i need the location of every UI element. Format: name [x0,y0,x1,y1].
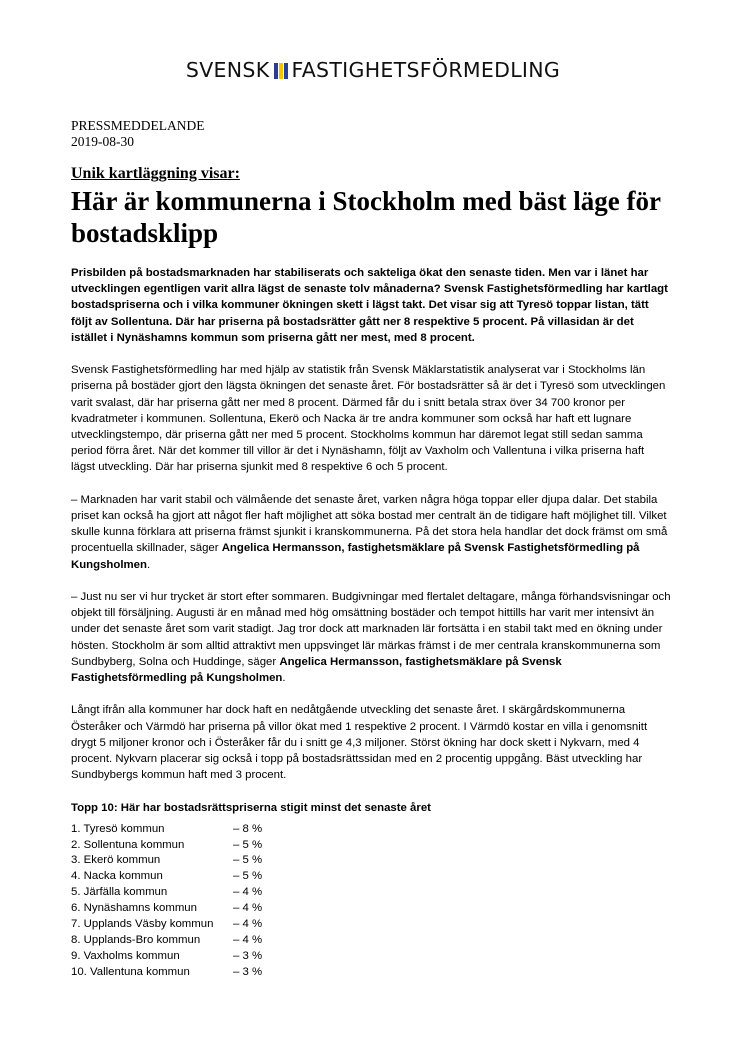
list-item [71,901,671,917]
list-item [71,853,671,869]
price-change: – 5 % [233,854,263,867]
quote-paragraph-1: – Marknaden har varit stabil och välmående det senaste året, varken några höga toppar eller djupa dalar. Det stabila priset kan också ha gjort att något fler haft möjlighet att söka bostad mer centralt än de tidigare haft möjlighet till. Vilket skulle kunna förklara att priserna främst sjunkit i kranskommunerna. På det stora hela handlar det dock främst om små procentuella skillnader, säger Angelica Hermansson, fastighetsmäklare på Svensk Fastighetsförmedling på Kungsholmen. [71,493,668,571]
price-change: – 3 % [233,949,263,962]
lead-paragraph: Prisbilden på bostadsmarknaden har stabiliserats och sakteliga ökat den senaste tiden. Men var i länet har utvecklingen egentligen varit allra lägst de senaste tolv månaderna? Svensk Fastighetsförmedling har kartlagt bostadspriserna och i vilka kommuner ökningen skett i lägst takt. Det visar sig att Tyresö toppar listan, tätt följt av Sollentuna. Där har priserna på bostadsrätter gått ner 8 respektive 5 procent. På villasidan är det istället i Nynäshamns kommun som priserna gått ner mest, med 8 procent. [71,267,668,344]
price-change: – 3 % [233,965,263,978]
list-item [71,949,671,965]
list-item [71,885,671,901]
list-item [71,965,671,981]
list-item [71,917,671,933]
municipality-name: 5. Järfälla kommun [71,886,168,899]
list-item [71,838,671,854]
price-change: – 4 % [233,933,263,946]
kicker: Unik kartläggning visar: [71,165,240,182]
municipality-name: 6. Nynäshamns kommun [71,902,197,915]
logo-stripe-yellow [279,63,283,79]
list-item [71,869,671,885]
list-item [71,822,671,838]
release-date: 2019-08-30 [71,134,134,149]
quote-2-text: – Just nu ser vi hur trycket är stort efter sommaren. Budgivningar med flertalet deltagare, många förhandsvisningar och objekt till försäljning. Augusti är en månad med hög omsättning bostäder och tempot hittills har varit mer intensivt än under det senaste året som varit stadigt. Jag tror dock att marknaden lär fortsätta i en stabil takt med en ökning under hösten. Stockholm är som alltid attraktivt men uppsvinget lär märkas främst i de mer centrala kranskommunerna som Sundbyberg, Solna och Huddinge, säger [71,591,671,668]
price-change: – 4 % [233,886,263,899]
price-change: – 5 % [233,870,263,883]
logo-text-left: SVENSK [185,58,270,82]
price-change: – 8 % [233,822,263,835]
list-item [71,933,671,949]
body-paragraph-4: Långt ifrån alla kommuner har dock haft en nedåtgående utveckling det senaste året. I skärgårdskommunerna Österåker och Värmdö har priserna på villor ökat med 1 respektive 2 procent. I Värmdö kostar en villa i genomsnitt drygt 5 miljoner kronor och i Österåker får du i snitt ge 4,3 miljoner. Störst ökning har dock skett i Nykvarn, med 4 procent. Nykvarn placerar sig också i topp på bostadsrättssidan med en 2 procentig uppgång. Bäst utveckling har Sundbybergs kommun haft med 3 procent. [71,704,648,782]
municipality-name: 10. Vallentuna kommun [71,965,190,978]
logo-stripes-icon [274,60,289,84]
municipality-name: 7. Upplands Väsby kommun [71,918,214,931]
municipality-name: 2. Sollentuna kommun [71,838,185,851]
price-change: – 5 % [233,838,263,851]
municipality-name: 1. Tyresö kommun [71,822,165,835]
press-release [71,118,671,981]
logo-stripe-blue-left [274,63,278,79]
body-paragraph-1: Svensk Fastighetsförmedling har med hjälp av statistik från Svensk Mäklarstatistik analyserat var i Stockholms län priserna på bostäder gjort den lägsta ökningen det senaste året. För bostadsrätter så är det i Tyresö som utvecklingen varit svalast, där har priserna gått ner med 8 procent. Därmed får du i snitt betala strax över 34 700 kronor per kvadratmeter i kommunen. Sollentuna, Ekerö och Nacka är tre andra kommuner som också har haft ett lugnare utvecklingstempo, där priserna gått ner med 5 procent. Stockholms kommun har däremot legat still sedan samma period förra året. När det kommer till villor är det i Nynäshamn, följt av Vaxholm och Vallentuna i vilka priserna haft lägst utveckling. Där har priserna sjunkit med 8 respektive 6 och 5 procent. [71,364,666,474]
price-change: – 4 % [233,902,263,915]
logo-text-right: FASTIGHETSFÖRMEDLING [291,58,561,82]
document-type: PRESSMEDDELANDE [71,118,205,133]
municipality-name: 9. Vaxholms kommun [71,949,180,962]
quote-2-speaker: Angelica Hermansson, fastighetsmäklare på Svensk Fastighetsförmedling på Kungsholmen [71,655,562,685]
headline: Här är kommunerna i Stockholm med bäst läge för bostadsklipp [71,186,661,248]
top-list [71,822,671,981]
logo-stripe-blue-right [284,63,288,79]
company-logo [0,58,746,84]
municipality-name: 8. Upplands-Bro kommun [71,933,201,946]
quote-1-speaker: Angelica Hermansson, fastighetsmäklare på Svensk Fastighetsförmedling på Kungsholmen [71,542,640,571]
price-change: – 4 % [233,918,263,931]
quote-1-text: – Marknaden har varit stabil och välmående det senaste året, varken några höga toppar eller djupa dalar. Det stabila priset kan också ha gjort att något fler haft möjlighet att söka bostad mer centralt än de tidigare haft möjlighet till. Vilket skulle kunna förklara att priserna främst sjunkit i kranskommunerna. På det stora hela handlar det dock främst om små procentuella skillnader, säger [71,493,668,555]
quote-paragraph-2: – Just nu ser vi hur trycket är stort efter sommaren. Budgivningar med flertalet deltagare, många förhandsvisningar och objekt till försäljning. Augusti är en månad med hög omsättning bostäder och tempot hittills har varit mer intensivt än under det senaste året som varit stadigt. Jag tror dock att marknaden lär fortsätta i en stabil takt med en ökning under hösten. Stockholm är som alltid attraktivt men uppsvinget lär märkas främst i de mer centrala kranskommunerna som Sundbyberg, Solna och Huddinge, säger Angelica Hermansson, fastighetsmäklare på Svensk Fastighetsförmedling på Kungsholmen. [71,591,671,685]
top-list-title: Topp 10: Här har bostadsrättspriserna stigit minst det senaste året [71,801,431,814]
municipality-name: 4. Nacka kommun [71,870,163,883]
municipality-name: 3. Ekerö kommun [71,854,161,867]
